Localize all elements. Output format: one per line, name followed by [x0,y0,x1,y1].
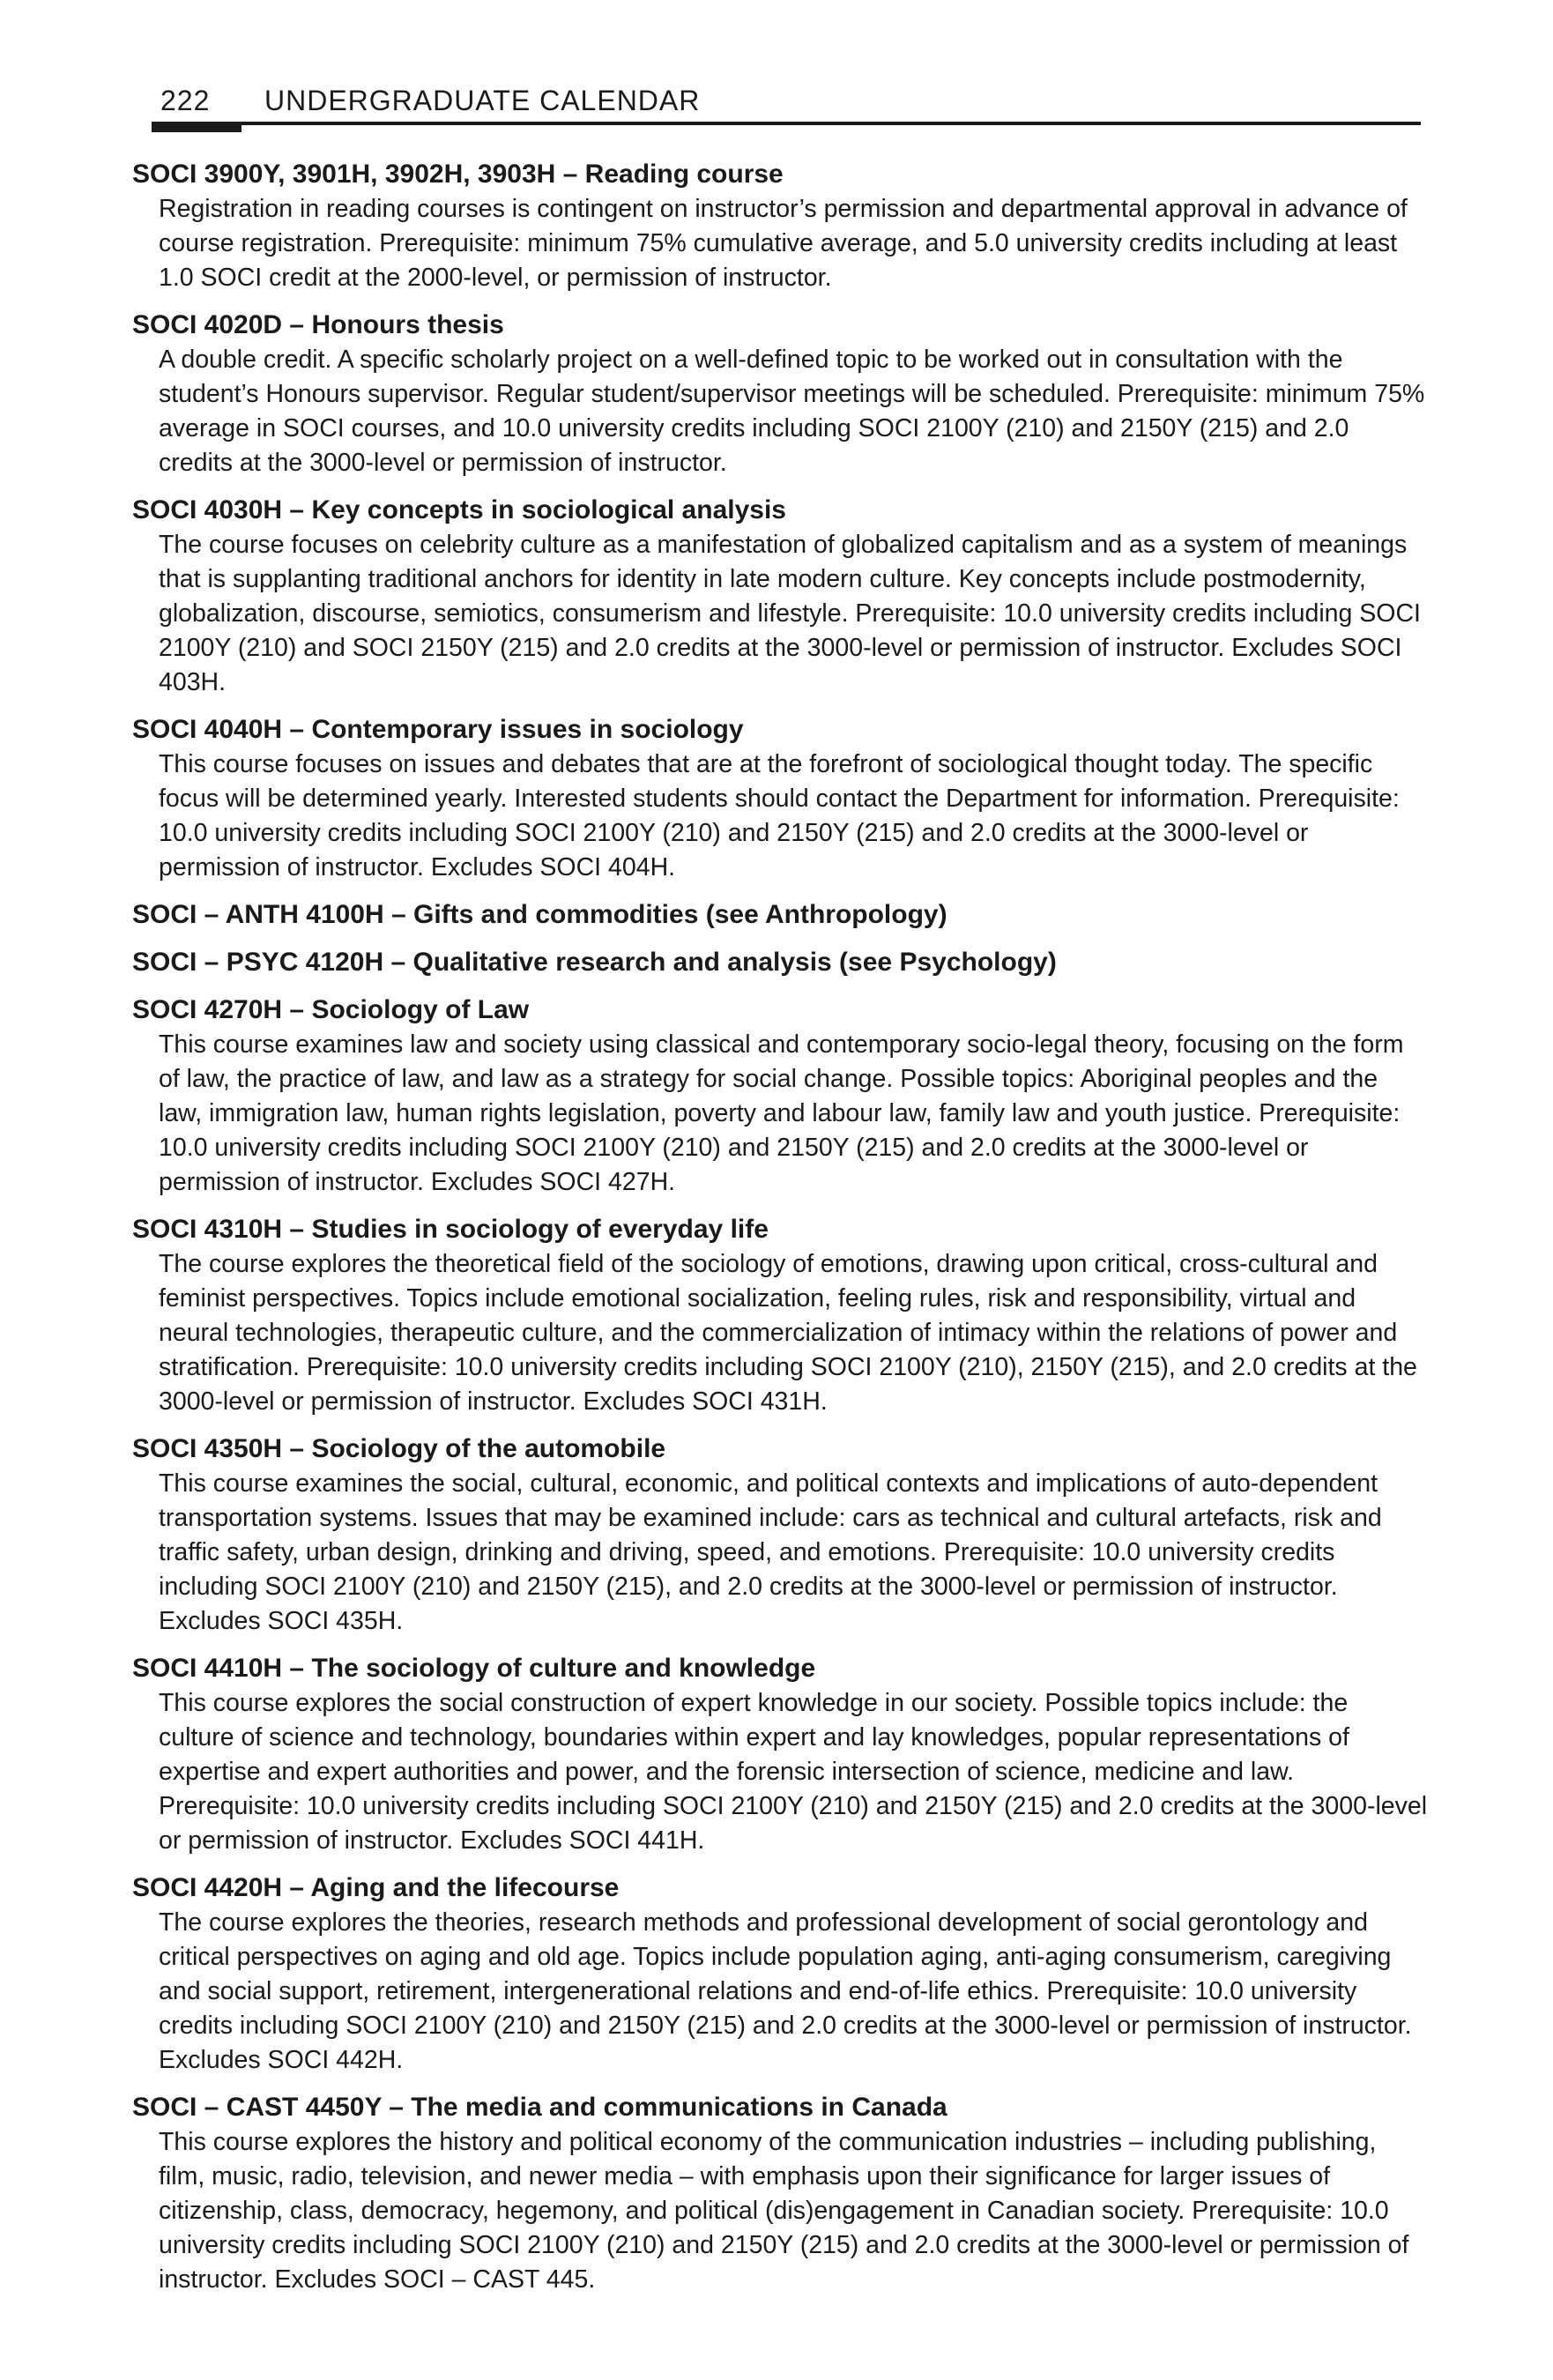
course-entry [132,157,1428,295]
course-entry [132,945,1428,980]
course-entry [132,897,1428,933]
course-title: SOCI 4030H – Key concepts in sociological analysis [132,495,786,524]
course-title: SOCI 4040H – Contemporary issues in sociology [132,715,744,744]
course-entry [132,2090,1428,2297]
course-description: This course explores the social construction of expert knowledge in our society. Possible topics include: the culture of science and technology, boundaries within expert and lay knowledges, popular representations of expertise and expert authorities and power, and the forensic intersection of science, medicine and law. Prerequisite: 10.0 university credits including SOCI 2100Y (210) and 2150Y (215) and 2.0 credits at the 3000-level or permission of instructor. Excludes SOCI 441H. [159,1689,1428,1855]
course-description: This course focuses on issues and debates that are at the forefront of sociological thought today. The specific focus will be determined yearly. Interested students should contact the Department for information. Prerequisite: 10.0 university credits including SOCI 2100Y (210) and 2150Y (215) and 2.0 credits at the 3000-level or permission of instructor. Excludes SOCI 404H. [159,750,1400,881]
course-entry [132,493,1428,700]
header-rule [152,122,1421,125]
course-entry [132,308,1428,480]
course-title: SOCI 3900Y, 3901H, 3902H, 3903H – Reading course [132,160,784,189]
page-number: 222 [160,85,211,116]
course-entry [132,1651,1428,1858]
header-tab-bar [152,122,241,132]
course-description: The course explores the theories, research methods and professional development of social gerontology and critical perspectives on aging and old age. Topics include population aging, anti-aging consumerism, caregiving and social support, retirement, intergenerational relations and end-of-life ethics. Prerequisite: 10.0 university credits including SOCI 2100Y (210) and 2150Y (215) and 2.0 credits at the 3000-level or permission of instructor. Excludes SOCI 442H. [159,1908,1412,2074]
course-title: SOCI 4020D – Honours thesis [132,310,504,339]
page-header [152,81,1421,134]
course-title: SOCI 4310H – Studies in sociology of everyday life [132,1215,769,1244]
course-description: This course examines law and society using classical and contemporary socio-legal theory, focusing on the form of law, the practice of law, and law as a strategy for social change. Possible topics: Aboriginal peoples and the law, immigration law, human rights legislation, poverty and labour law, family law and youth justice. Prerequisite: 10.0 university credits including SOCI 2100Y (210) and 2150Y (215) and 2.0 credits at the 3000-level or permission of instructor. Excludes SOCI 427H. [159,1030,1404,1196]
course-entry [132,1212,1428,1419]
course-title: SOCI – ANTH 4100H – Gifts and commodities (see Anthropology) [132,900,947,929]
course-title: SOCI 4350H – Sociology of the automobile [132,1434,666,1463]
course-entry [132,993,1428,1200]
course-title: SOCI 4270H – Sociology of Law [132,995,530,1024]
course-description: The course explores the theoretical field of the sociology of emotions, drawing upon critical, cross-cultural and feminist perspectives. Topics include emotional socialization, feeling rules, risk and responsibility, virtual and neural technologies, therapeutic culture, and the commercialization of intimacy within the relations of power and stratification. Prerequisite: 10.0 university credits including SOCI 2100Y (210), 2150Y (215), and 2.0 credits at the 3000-level or permission of instructor. Excludes SOCI 431H. [159,1250,1417,1416]
course-description: This course explores the history and political economy of the communication industries – including publishing, film, music, radio, television, and newer media – with emphasis upon their significance for larger issues of citizenship, class, democracy, hegemony, and political (dis)engagement in Canadian society. Prerequisite: 10.0 university credits including SOCI 2100Y (210) and 2150Y (215) and 2.0 credits at the 3000-level or permission of instructor. Excludes SOCI – CAST 445. [159,2128,1409,2294]
course-entry [132,1432,1428,1639]
course-description: This course examines the social, cultural, economic, and political contexts and implications of auto-dependent transportation systems. Issues that may be examined include: cars as technical and cultural artefacts, risk and traffic safety, urban design, drinking and driving, speed, and emotions. Prerequisite: 10.0 university credits including SOCI 2100Y (210) and 2150Y (215), and 2.0 credits at the 3000-level or permission of instructor. Excludes SOCI 435H. [159,1469,1382,1635]
course-title: SOCI – CAST 4450Y – The media and communications in Canada [132,2093,947,2122]
course-description: Registration in reading courses is contingent on instructor’s permission and departmental approval in advance of course registration. Prerequisite: minimum 75% cumulative average, and 5.0 university credits including at least 1.0 SOCI credit at the 2000-level, or permission of instructor. [159,195,1408,292]
course-entry [132,1871,1428,2078]
course-title: SOCI – PSYC 4120H – Qualitative research and analysis (see Psychology) [132,948,1057,977]
course-description: The course focuses on celebrity culture as a manifestation of globalized capitalism and as a system of meanings that is supplanting traditional anchors for identity in late modern culture. Key concepts include postmodernity, globalization, discourse, semiotics, consumerism and lifestyle. Prerequisite: 10.0 university credits including SOCI 2100Y (210) and SOCI 2150Y (215) and 2.0 credits at the 3000-level or permission of instructor. Excludes SOCI 403H. [159,531,1421,696]
course-list [132,157,1428,2309]
course-title: SOCI 4410H – The sociology of culture and knowledge [132,1654,816,1683]
course-title: SOCI 4420H – Aging and the lifecourse [132,1873,620,1902]
course-description: A double credit. A specific scholarly project on a well-defined topic to be worked out in consultation with the student’s Honours supervisor. Regular student/supervisor meetings will be scheduled. Prerequisite: minimum 75% average in SOCI courses, and 10.0 university credits including SOCI 2100Y (210) and 2150Y (215) and 2.0 credits at the 3000-level or permission of instructor. [159,346,1425,477]
course-entry [132,712,1428,885]
running-title: UNDERGRADUATE CALENDAR [264,85,701,116]
